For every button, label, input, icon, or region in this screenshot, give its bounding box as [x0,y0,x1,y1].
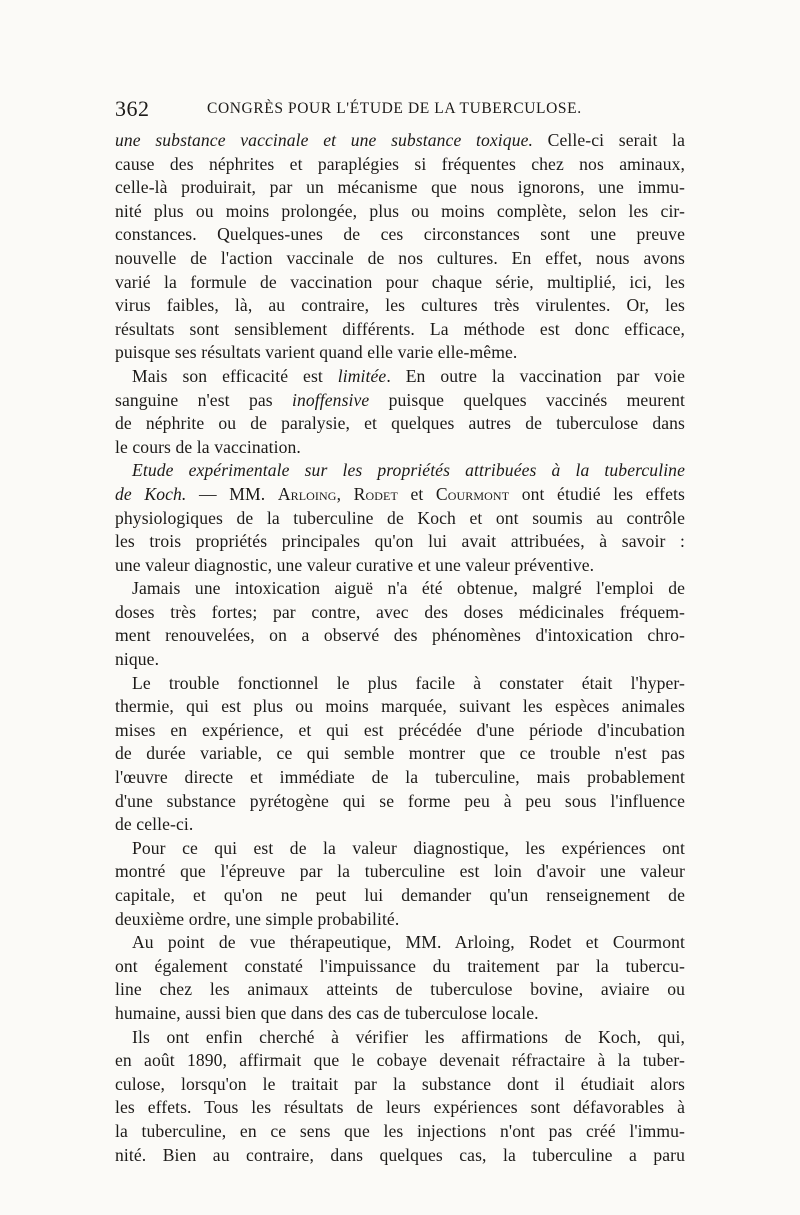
text-line [115,790,685,814]
text-line [115,837,685,861]
text-segment: nique. [115,649,160,670]
text-segment: les effets. Tous les résultats de leurs expériences sont défavorables à [115,1097,685,1118]
text-line [115,412,685,436]
text-line [115,176,685,200]
page-number: 362 [115,96,150,121]
text-line [115,1002,685,1026]
text-segment: l'œuvre directe et immédiate de la tuberculine, mais probablement [115,767,685,788]
text-line [115,695,685,719]
small-caps-name: Courmont [435,483,510,504]
text-segment: physiologiques de la tuberculine de Koch et ont soumis au contrôle [115,507,685,528]
text-line [115,318,685,342]
text-segment: nouvelle de l'action vaccinale de nos cultures. En effet, nous avons [115,247,685,268]
text-segment: Pour ce qui est de la valeur diagnostique, les expériences ont [132,837,685,858]
text-segment: . En outre la vaccination par voie [386,365,685,386]
text-line [115,129,685,153]
text-line [115,153,685,177]
text-line [115,955,685,979]
text-segment: — MM. [186,483,278,504]
text-segment: nité. Bien au contraire, dans quelques cas, la tuberculine a paru [115,1144,685,1165]
text-line [115,271,685,295]
text-line [115,1096,685,1120]
small-caps-name: Rodet [353,483,398,504]
text-segment: puisque quelques vaccinés meurent [369,389,685,410]
text-segment: résultats sont sensiblement différents. La méthode est donc efficace, [115,318,685,339]
text-line [115,742,685,766]
text-line [115,1144,685,1168]
text-segment: d'une substance pyrétogène qui se forme peu à peu sous l'influence [115,790,685,811]
text-line [115,389,685,413]
text-line [115,459,685,483]
text-line [115,1049,685,1073]
page-header [115,96,685,122]
text-segment: le cours de la vaccination. [115,436,301,457]
text-segment: Celle-ci serait la [533,130,685,150]
text-line [115,223,685,247]
text-segment: varié la formule de vaccination pour chaque série, multiplié, ici, les [115,271,685,292]
text-line [115,719,685,743]
text-segment: thermie, qui est plus ou moins marquée, suivant les espèces animales [115,696,685,717]
text-segment: constances. Quelques-unes de ces circonstances sont une preuve [115,224,685,245]
text-segment: montré que l'épreuve par la tuberculine est loin d'avoir une valeur [115,861,685,882]
text-segment: de durée variable, ce qui semble montrer que ce trouble n'est pas [115,743,685,764]
text-line [115,1073,685,1097]
text-line [115,365,685,389]
text-segment: ment renouvelées, on a observé des phénomènes d'intoxication chro- [115,625,685,646]
text-segment: doses très fortes; par contre, avec des doses médicinales fréquem- [115,601,685,622]
text-line [115,648,685,672]
text-segment: Le trouble fonctionnel le plus facile à constater était l'hyper- [132,672,685,693]
text-line [115,672,685,696]
text-segment: de néphrite ou de paralysie, et quelques autres de tuberculose dans [115,413,685,434]
text-segment: les trois propriétés principales qu'on lui avait attribuées, à savoir : [115,531,685,552]
text-segment: Ils ont enfin cherché à vérifier les affirmations de Koch, qui, [132,1026,685,1047]
text-line [115,860,685,884]
text-segment: de celle-ci. [115,814,194,835]
text-line [115,436,685,460]
text-segment: capitale, et qu'on ne peut lui demander qu'un renseignement de [115,885,685,905]
text-line [115,884,685,908]
running-title: CONGRÈS POUR L'ÉTUDE DE LA TUBERCULOSE. [207,100,582,117]
text-line [115,483,685,507]
text-line [115,813,685,837]
text-segment: sanguine n'est pas [115,389,292,410]
italic-text: inoffensive [292,389,370,410]
text-line [115,978,685,1002]
text-line [115,624,685,648]
text-line [115,908,685,932]
text-line [115,1026,685,1050]
text-line [115,1120,685,1144]
text-segment: virus faibles, là, au contraire, les cultures très virulentes. Or, les [115,295,685,316]
text-line [115,200,685,224]
text-line [115,601,685,625]
text-segment: cause des néphrites et paraplégies si fréquentes chez nos aminaux, [115,153,685,174]
text-segment: nité plus ou moins prolongée, plus ou moins complète, selon les cir- [115,200,685,221]
text-segment: ont étudié les effets [509,483,685,504]
text-segment: en août 1890, affirmait que le cobaye devenait réfractaire à la tuber- [115,1050,685,1071]
text-segment: mises en expérience, et qui est précédée d'une période d'incubation [115,719,685,740]
text-segment: Jamais une intoxication aiguë n'a été obtenue, malgré l'emploi de [132,578,685,599]
italic-text: limitée [337,365,387,386]
text-line [115,294,685,318]
text-segment: puisque ses résultats varient quand elle varie elle-même. [115,342,518,363]
text-segment: la tuberculine, en ce sens que les injections n'ont pas créé l'immu- [115,1120,685,1141]
text-segment: humaine, aussi bien que dans des cas de tuberculose locale. [115,1002,539,1023]
text-line [115,766,685,790]
text-segment: deuxième ordre, une simple probabilité. [115,908,400,929]
text-line [115,554,685,578]
text-segment: culose, lorsqu'on le traitait par la substance dont il étudiait alors [115,1073,685,1094]
text-line [115,931,685,955]
text-line [115,577,685,601]
body-text [115,129,685,1167]
text-segment: une valeur diagnostic, une valeur curative et une valeur préventive. [115,554,595,575]
text-line [115,247,685,271]
text-segment: ont également constaté l'impuissance du traitement par la tubercu- [115,955,685,976]
text-segment: line chez les animaux atteints de tuberculose bovine, aviaire ou [115,979,685,1000]
text-segment: , [336,483,354,504]
italic-text: Etude expérimentale sur les propriétés attribuées à la tuberculine [132,460,685,481]
text-segment: celle-là produirait, par un mécanisme que nous ignorons, une immu- [115,177,685,198]
small-caps-name: Arloing [277,483,337,504]
text-segment: et [397,483,436,504]
italic-text: de Koch. [115,483,187,504]
text-line [115,341,685,365]
text-segment: Au point de vue thérapeutique, MM. Arloing, Rodet et Courmont [132,932,685,953]
text-segment: Mais son efficacité est [132,365,338,386]
text-line [115,530,685,554]
text-line [115,507,685,531]
italic-text: une substance vaccinale et une substance toxique. [115,130,533,150]
